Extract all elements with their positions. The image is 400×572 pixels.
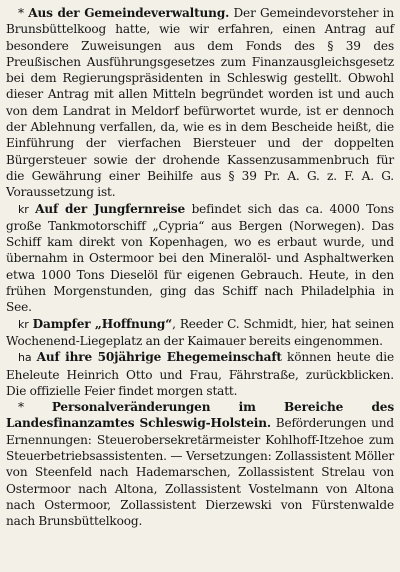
article-marker: kr <box>18 317 29 331</box>
article-gemeindeverwaltung <box>6 5 394 201</box>
article-body: , Reeder C. Schmidt, hier, hat seinen Wochenend-Liegeplatz an der Kaimauer bereits eingenommen. <box>6 316 395 348</box>
article-dampfer-hoffnung <box>6 316 394 350</box>
article-marker: kr <box>18 202 29 216</box>
article-headline: Auf der Jungfernreise <box>35 201 186 216</box>
article-marker: * <box>18 6 24 20</box>
article-body: befindet sich das ca. 4000 Tons große Tankmotorschiff „Cypria“ aus Bergen (Norwegen). Das Schiff kam direkt von Kopenhagen, wo es erbaut wurde, und übernahm in Ostermoor bei den Mineralöl- und Asphaltwerken etwa 1000 Tons Dieselöl für eigenen Gebrauch. Heute, in den frühen Morgenstunden, ging das Schiff nach Philadelphia in See. <box>6 201 394 315</box>
article-personalveraenderungen <box>6 399 394 529</box>
article-ehegemeinschaft <box>6 349 394 399</box>
article-body: Der Gemeindevorsteher in Brunsbüttelkoog hatte, wie wir erfahren, einen Antrag auf besondere Zuweisungen aus dem Fonds des § 39 des Preußischen Ausführungsgesetzes zum Finanzausgleichsgesetz bei dem Regierungspräsidenten in Schleswig gestellt. Obwohl dieser Antrag mit allen Mitteln begründet worden ist und auch von dem Landrat in Meldorf befürwortet wurde, ist er dennoch der Ablehnung verfallen, da, wie es in dem Bescheide heißt, die Einführung der vierfachen Biersteuer und der doppelten Bürgersteuer sowie der drohende Kassenzusammenbruch für die Gewährung einer Beihilfe aus § 39 Pr. A. G. z. F. A. G. Voraussetzung ist. <box>6 6 394 200</box>
local-news-column <box>6 5 394 530</box>
article-marker: ha <box>18 351 32 365</box>
article-headline: Auf ihre 50jährige Ehegemeinschaft <box>36 350 282 365</box>
article-headline: Aus der Gemeindeverwaltung. <box>28 6 230 20</box>
article-jungfernreise <box>6 201 394 316</box>
article-body: können heute die Eheleute Heinrich Otto und Frau, Fährstraße, zurückblicken. Die offizielle Feier findet morgen statt. <box>6 350 394 398</box>
article-marker: * <box>18 400 24 415</box>
article-headline: Personalveränderungen im Bereiche des Landesfinanzamtes Schleswig-Holstein. <box>6 400 394 431</box>
article-body: Beförderungen und Ernennungen: Steuerobersekretärmeister Kohlhoff-Itzehoe zum Steuerbetriebsassistenten. — Versetzungen: Zollassistent Möller von Steenfeld nach Hademarschen, Zollassistent Strelau von Ostermoor nach Altona, Zollassistent Vostelmann von Altona nach Ostermoor, Zollassistent Dierzewski von Fürstenwalde nach Brunsbüttelkoog. <box>6 416 394 529</box>
article-headline: Dampfer „Hoffnung“ <box>32 316 173 331</box>
